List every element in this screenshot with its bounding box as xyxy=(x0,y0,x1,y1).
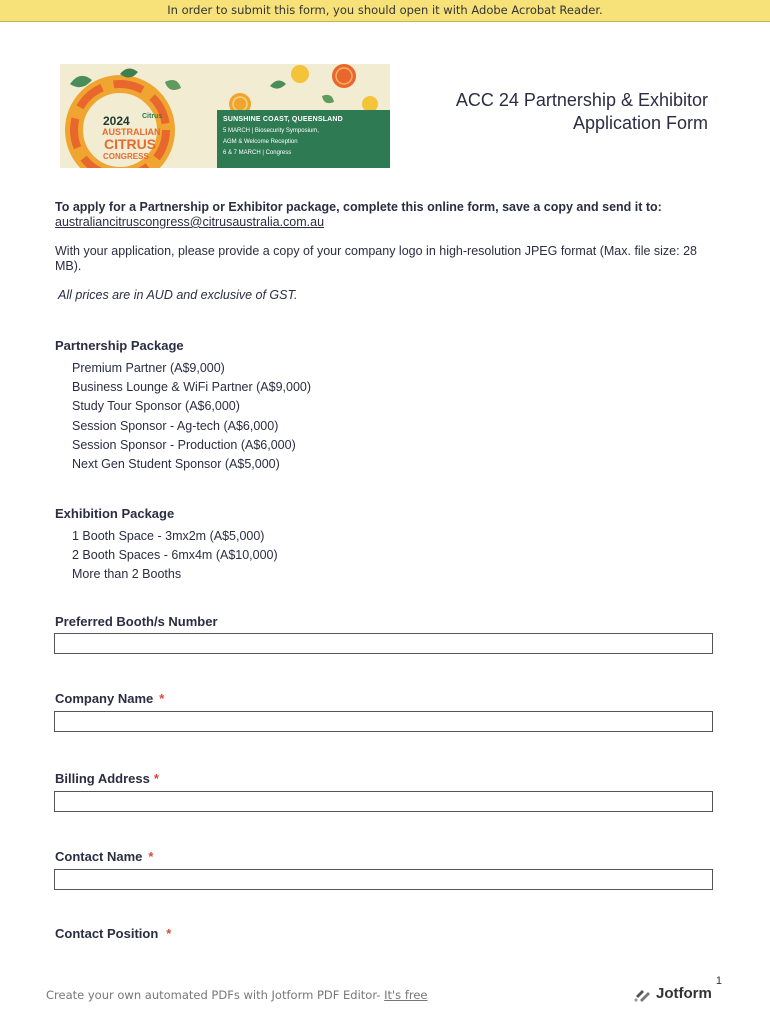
citrus-logo: Citrus xyxy=(142,113,163,120)
company-name-label-text: Company Name xyxy=(55,691,154,706)
partnership-option[interactable]: Premium Partner (A$9,000) xyxy=(72,361,225,375)
banner-date-1b: AGM & Welcome Reception xyxy=(223,139,298,145)
partnership-option[interactable]: Session Sponsor - Production (A$6,000) xyxy=(72,437,296,452)
acrobat-notice-bar: In order to submit this form, you should open it with Adobe Acrobat Reader. xyxy=(0,0,770,22)
billing-address-label-text: Billing Address xyxy=(55,771,150,786)
email-link[interactable]: australiancitruscongress@citrusaustralia.com.au xyxy=(55,215,325,229)
banner-line-congress: CONGRESS xyxy=(103,152,149,161)
contact-name-field[interactable] xyxy=(54,869,713,890)
company-name-label xyxy=(55,691,164,706)
exhibition-option[interactable]: 1 Booth Space - 3mx2m (A$5,000) xyxy=(72,529,265,543)
required-marker: * xyxy=(153,771,159,786)
partnership-option[interactable]: Business Lounge & WiFi Partner (A$9,000) xyxy=(72,380,312,395)
prices-note: All prices are in AUD and exclusive of GST. xyxy=(58,288,298,302)
banner-line-australian: AUSTRALIAN xyxy=(102,127,161,137)
partnership-options xyxy=(72,359,311,474)
banner-date-1: 5 MARCH | Biosecurity Symposium, xyxy=(223,128,319,134)
partnership-package-label: Partnership Package xyxy=(55,338,184,353)
contact-name-label xyxy=(55,849,153,864)
required-marker: * xyxy=(159,691,165,706)
banner-date-2: 6 & 7 MARCH | Congress xyxy=(223,150,292,156)
jotform-wordmark: Jotform xyxy=(656,985,712,1002)
banner-year: 2024 xyxy=(103,114,130,128)
exhibition-option[interactable]: More than 2 Booths xyxy=(72,567,182,582)
partnership-option[interactable]: Next Gen Student Sponsor (A$5,000) xyxy=(72,456,280,471)
partnership-option[interactable]: Study Tour Sponsor (A$6,000) xyxy=(72,399,240,414)
contact-position-label xyxy=(55,926,171,941)
billing-address-field[interactable] xyxy=(54,791,713,812)
banner-line-citrus: CITRUS xyxy=(104,136,157,152)
contact-position-label-text: Contact Position xyxy=(55,926,159,941)
footer-promo-text: Create your own automated PDFs with Jotform PDF Editor- xyxy=(46,988,385,1002)
exhibition-option[interactable]: 2 Booth Spaces - 6mx4m (A$10,000) xyxy=(72,548,278,563)
required-marker: * xyxy=(148,849,154,864)
booth-number-field[interactable] xyxy=(54,633,713,654)
its-free-link[interactable]: It's free xyxy=(384,988,428,1002)
billing-address-label xyxy=(55,771,159,786)
banner-location: SUNSHINE COAST, QUEENSLAND xyxy=(223,116,343,123)
jotform-mark-icon xyxy=(634,986,652,1002)
congress-banner xyxy=(60,64,390,168)
jotform-logo xyxy=(634,985,712,1002)
partnership-option[interactable]: Session Sponsor - Ag-tech (A$6,000) xyxy=(72,418,279,433)
intro-instructions xyxy=(55,200,715,230)
form-title-line2: Application Form xyxy=(572,113,708,133)
exhibition-options xyxy=(72,527,278,585)
exhibition-package-label: Exhibition Package xyxy=(55,506,175,521)
company-name-field[interactable] xyxy=(54,711,713,732)
contact-name-label-text: Contact Name xyxy=(55,849,143,864)
intro-text: To apply for a Partnership or Exhibitor package, complete this online form, save a copy and send it to: xyxy=(55,200,662,214)
page-number: 1 xyxy=(715,975,722,987)
form-title xyxy=(378,89,708,135)
required-marker: * xyxy=(166,926,172,941)
booth-number-label: Preferred Booth/s Number xyxy=(55,614,218,629)
form-title-line1: ACC 24 Partnership & Exhibitor xyxy=(455,90,708,110)
footer-promo xyxy=(46,988,428,1002)
logo-note: With your application, please provide a copy of your company logo in high-resolution JPEG format (Max. file size: 28 MB). xyxy=(55,244,697,273)
